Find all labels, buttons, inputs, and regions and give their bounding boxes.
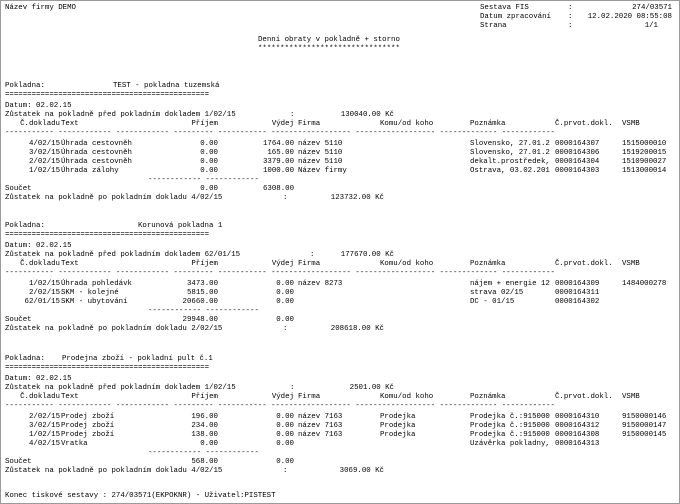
cell-vsmb: 9150000145 — [622, 431, 667, 439]
balance-before-sep: : — [290, 111, 295, 119]
cell-firma: název 5110 — [298, 149, 343, 157]
cell-prijem: 0.00 — [200, 149, 218, 157]
cell-doklad: 1/02/15 — [28, 167, 60, 175]
cell-doklad: 2/02/15 — [28, 413, 60, 421]
balance-after-sep: : — [283, 194, 288, 202]
section-date: Datum: 02.02.15 — [5, 242, 72, 250]
cell-vsmb: 9150000147 — [622, 422, 667, 430]
strana-sep: : — [568, 22, 573, 30]
balance-after-text: Zůstatek na pokladně po pokladním dokladu 4/02/15 — [5, 467, 223, 475]
cell-vsmb: 1519200015 — [622, 149, 667, 157]
cell-poznamka: Prodejka č.:915000 — [470, 431, 550, 439]
column-header-vsmb: VSMB — [622, 120, 640, 128]
sum-rule: ------------ ------------ — [148, 449, 259, 457]
cell-komu: Prodejka — [380, 413, 416, 421]
sum-label: Součet — [5, 316, 32, 324]
column-header-text: Text — [61, 120, 79, 128]
header-rule: ----------- ------------ ------------ --------- ----------- ------------------ ------------------ ------------- ------------ — [5, 129, 555, 137]
balance-before-value: 177670.00 Kč — [340, 251, 394, 259]
balance-after-sep: : — [283, 467, 288, 475]
cell-doklad: 1/02/15 — [28, 431, 60, 439]
datum-sep: : — [568, 13, 573, 21]
cell-poznamka: Slovensko, 27.01.2 — [470, 149, 550, 157]
balance-before-value: 130040.00 Kč — [340, 111, 394, 119]
sestava-value: 274/03571 — [632, 4, 672, 12]
cell-prvot: 0000164313 — [555, 440, 600, 448]
column-header-text: Text — [61, 393, 79, 401]
cell-doklad: 4/02/15 — [28, 440, 60, 448]
cell-vydej: 0.00 — [276, 440, 294, 448]
column-header-vydej: Výdej — [271, 260, 294, 268]
cell-prvot: 0000164307 — [555, 140, 600, 148]
cell-prijem: 20660.00 — [182, 298, 218, 306]
report-title: Denní obraty v pokladně + storno — [258, 36, 400, 44]
cell-text: Úhrada pohledávk — [61, 280, 132, 288]
cell-firma: název 7163 — [298, 422, 343, 430]
header-rule: ----------- ------------ ------------ --------- ----------- ------------------ ------------------ ------------- ------------ — [5, 269, 555, 277]
cell-doklad: 62/01/15 — [24, 298, 60, 306]
sum-rule: ------------ ------------ — [148, 307, 259, 315]
cell-prijem: 138.00 — [191, 431, 218, 439]
cell-komu: Prodejka — [380, 422, 416, 430]
column-header-vsmb: VSMB — [622, 393, 640, 401]
cell-firma: název 7163 — [298, 413, 343, 421]
cell-vydej: 0.00 — [276, 289, 294, 297]
sestava-label: Sestava FIS — [480, 4, 529, 12]
cell-firma: název 7163 — [298, 431, 343, 439]
cell-firma: Název firmy — [298, 167, 347, 175]
column-header-text: Text — [61, 260, 79, 268]
cell-prvot: 0000164308 — [555, 431, 600, 439]
section-underline: ============================================== — [5, 91, 210, 99]
sum-vydej: 0.00 — [276, 316, 294, 324]
balance-after-text: Zůstatek na pokladně po pokladním dokladu 4/02/15 — [5, 194, 223, 202]
column-header-prvot: Č.prvot.dokl. — [555, 120, 613, 128]
column-header-prvot: Č.prvot.dokl. — [555, 393, 613, 401]
column-header-komu: Komu/od koho — [380, 393, 434, 401]
cell-vydej: 0.00 — [276, 280, 294, 288]
balance-before-text: Zůstatek na pokladně před pokladním dokladem 1/02/15 — [5, 111, 236, 119]
cell-doklad: 4/02/15 — [28, 140, 60, 148]
column-header-poznamka: Poznámka — [470, 120, 506, 128]
cell-vsmb: 1510900027 — [622, 158, 667, 166]
cell-poznamka: DC - 01/15 — [470, 298, 515, 306]
cell-prijem: 0.00 — [200, 158, 218, 166]
cell-text: SKM - kolejné — [61, 289, 119, 297]
column-header-prvot: Č.prvot.dokl. — [555, 260, 613, 268]
datum-value: 12.02.2020 08:55:08 — [587, 13, 672, 21]
column-header-prijem: Příjem — [191, 260, 218, 268]
cell-vydej: 0.00 — [276, 298, 294, 306]
section-label: Pokladna: — [5, 82, 45, 90]
cell-vydej: 165.00 — [267, 149, 294, 157]
sum-prijem: 0.00 — [200, 185, 218, 193]
strana-label: Strana — [480, 22, 507, 30]
column-header-komu: Komu/od koho — [380, 260, 434, 268]
cell-prijem: 3473.00 — [186, 280, 218, 288]
column-header-doklad: Č.dokladu — [20, 120, 60, 128]
cell-vydej: 1000.00 — [262, 167, 294, 175]
balance-before-sep: : — [290, 384, 295, 392]
balance-after-sep: : — [283, 325, 288, 333]
section-label: Pokladna: — [5, 222, 45, 230]
cell-prvot: 0000164309 — [555, 280, 600, 288]
section-label: Pokladna: — [5, 355, 45, 363]
column-header-prijem: Příjem — [191, 393, 218, 401]
cell-text: Úhrada cestovněh — [61, 140, 132, 148]
balance-after-value: 123732.00 Kč — [330, 194, 384, 202]
cell-text: Prodej zboží — [61, 413, 115, 421]
company-name: Název firmy DEMO — [5, 4, 76, 12]
cell-prvot: 0000164303 — [555, 167, 600, 175]
cell-prijem: 234.00 — [191, 422, 218, 430]
cell-vsmb: 1513000014 — [622, 167, 667, 175]
cell-poznamka: Slovensko, 27.01.2 — [470, 140, 550, 148]
cell-prijem: 0.00 — [200, 140, 218, 148]
column-header-poznamka: Poznámka — [470, 393, 506, 401]
cell-prijem: 0.00 — [200, 440, 218, 448]
cell-text: Úhrada cestovněh — [61, 158, 132, 166]
cell-firma: název 5110 — [298, 140, 343, 148]
cell-poznamka: strava 02/15 — [470, 289, 524, 297]
sum-vydej: 0.00 — [276, 458, 294, 466]
cell-text: SKM - ubytování — [61, 298, 128, 306]
cell-prvot: 0000164311 — [555, 289, 600, 297]
datum-label: Datum zpracování — [480, 13, 551, 21]
cell-vsmb: 1515000010 — [622, 140, 667, 148]
balance-after-value: 3069.00 Kč — [339, 467, 384, 475]
balance-after-text: Zůstatek na pokladně po pokladním dokladu 2/02/15 — [5, 325, 223, 333]
balance-before-value: 2501.00 Kč — [349, 384, 394, 392]
cell-firma: název 5110 — [298, 158, 343, 166]
sestava-sep: : — [568, 4, 573, 12]
cell-text: Vratka — [61, 440, 88, 448]
cell-doklad: 3/02/15 — [28, 149, 60, 157]
sum-prijem: 568.00 — [191, 458, 218, 466]
column-header-poznamka: Poznámka — [470, 260, 506, 268]
column-header-komu: Komu/od koho — [380, 120, 434, 128]
cell-text: Prodej zboží — [61, 422, 115, 430]
section-underline: ============================================== — [5, 364, 210, 372]
cell-poznamka: Ostrava, 03.02.201 — [470, 167, 550, 175]
cell-text: Úhrada zálohy — [61, 167, 119, 175]
report-footer: Konec tiskové sestavy : 274/03571(EKPOKNR) - Uživatel:PISTEST — [5, 492, 276, 500]
balance-before-text: Zůstatek na pokladně před pokladním dokladem 62/01/15 — [5, 251, 241, 259]
sum-vydej: 6308.00 — [262, 185, 294, 193]
cell-vydej: 0.00 — [276, 413, 294, 421]
cell-prijem: 5815.00 — [186, 289, 218, 297]
sum-label: Součet — [5, 458, 32, 466]
section-date: Datum: 02.02.15 — [5, 375, 72, 383]
report-title-underline: ******************************** — [258, 45, 400, 53]
cell-poznamka: nájem + energie 12 — [470, 280, 550, 288]
cell-prijem: 196.00 — [191, 413, 218, 421]
column-header-doklad: Č.dokladu — [20, 260, 60, 268]
column-header-doklad: Č.dokladu — [20, 393, 60, 401]
cell-doklad: 2/02/15 — [28, 158, 60, 166]
cell-poznamka: dekalt.prostředek, — [470, 158, 550, 166]
strana-value: 1/1 — [644, 22, 658, 30]
column-header-vydej: Výdej — [271, 393, 294, 401]
section-name: Korunová pokladna 1 — [138, 222, 223, 230]
cell-vydej: 1764.00 — [262, 140, 294, 148]
cell-prvot: 0000164306 — [555, 149, 600, 157]
balance-before-sep: : — [310, 251, 315, 259]
cell-vydej: 3379.00 — [262, 158, 294, 166]
cell-firma: název 8273 — [298, 280, 343, 288]
balance-before-text: Zůstatek na pokladně před pokladním dokladem 1/02/15 — [5, 384, 236, 392]
column-header-firma: Firma — [298, 393, 321, 401]
column-header-prijem: Příjem — [191, 120, 218, 128]
column-header-vsmb: VSMB — [622, 260, 640, 268]
sum-prijem: 29948.00 — [182, 316, 218, 324]
cell-prvot: 0000164310 — [555, 413, 600, 421]
section-underline: ============================================== — [5, 231, 210, 239]
header-rule: ----------- ------------ ------------ --------- ----------- ------------------ ------------------ ------------- ------------ — [5, 402, 555, 410]
section-date: Datum: 02.02.15 — [5, 102, 72, 110]
cell-poznamka: Prodejka č.:915000 — [470, 413, 550, 421]
column-header-firma: Firma — [298, 120, 321, 128]
cell-poznamka: Uzávěrka pokladny, — [470, 440, 550, 448]
cell-prvot: 0000164312 — [555, 422, 600, 430]
cell-vydej: 0.00 — [276, 422, 294, 430]
cell-text: Úhrada cestovněh — [61, 149, 132, 157]
section-name: TEST - pokladna tuzemská — [113, 82, 220, 90]
section-name: Prodejna zboží - pokladní pult č.1 — [62, 355, 213, 363]
column-header-vydej: Výdej — [271, 120, 294, 128]
cell-komu: Prodejka — [380, 431, 416, 439]
cell-doklad: 2/02/15 — [28, 289, 60, 297]
sum-label: Součet — [5, 185, 32, 193]
cell-vydej: 0.00 — [276, 431, 294, 439]
cell-doklad: 1/02/15 — [28, 280, 60, 288]
cell-prijem: 0.00 — [200, 167, 218, 175]
cell-vsmb: 9150000146 — [622, 413, 667, 421]
cell-doklad: 3/02/15 — [28, 422, 60, 430]
cell-vsmb: 1484000278 — [622, 280, 667, 288]
cell-prvot: 0000164304 — [555, 158, 600, 166]
cell-prvot: 0000164302 — [555, 298, 600, 306]
sum-rule: ------------ ------------ — [148, 176, 259, 184]
column-header-firma: Firma — [298, 260, 321, 268]
cell-poznamka: Prodejka č.:915000 — [470, 422, 550, 430]
balance-after-value: 208618.00 Kč — [330, 325, 384, 333]
cell-text: Prodej zboží — [61, 431, 115, 439]
